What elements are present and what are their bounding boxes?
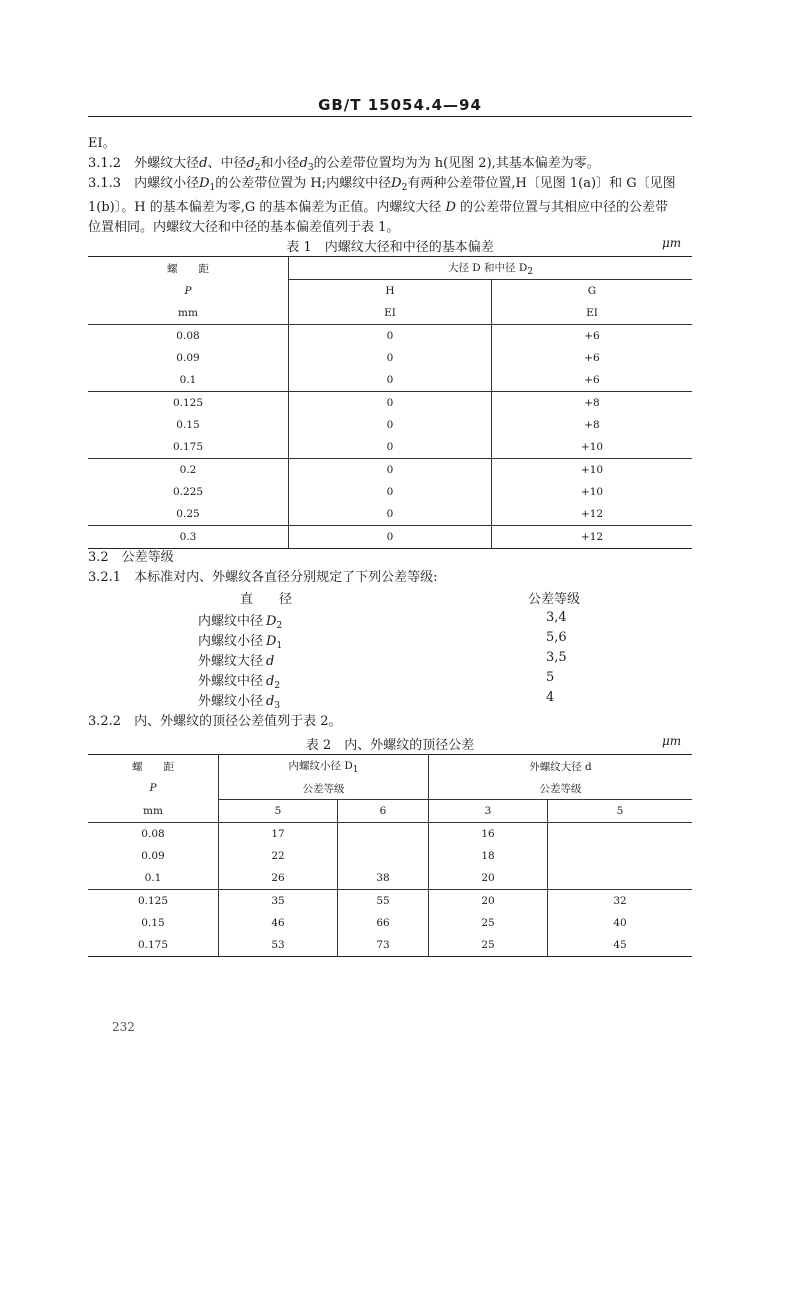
t1-h-cell: 0 [289, 436, 492, 459]
t1-g-cell: +6 [492, 347, 693, 369]
t1-pitch-cell: 0.2 [179, 464, 197, 476]
t2-int5-cell: 53 [219, 934, 338, 957]
page-number: 232 [112, 1020, 135, 1034]
t2-pitch-sym: P [149, 782, 157, 795]
t2-ext5-cell [548, 867, 693, 890]
table-row [88, 481, 692, 503]
t1-pitch-cell: 0.08 [176, 330, 200, 342]
t2-ext5-cell: 45 [548, 934, 693, 957]
t2-int6-cell [338, 845, 429, 867]
t1-pitch-cell: 0.09 [176, 352, 200, 364]
t2-pitch-head: 螺 距 [132, 760, 174, 773]
table1 [88, 256, 692, 549]
t1-pitch-sym: P [184, 284, 192, 297]
t1-g-cell: +8 [492, 414, 693, 436]
t1-pitch-cell: 0.125 [172, 397, 204, 409]
t2-int-grade: 公差等级 [219, 777, 429, 800]
t2-sub-col: 6 [338, 800, 429, 823]
t2-ext-grade: 公差等级 [429, 777, 693, 800]
table-row [88, 503, 692, 526]
table-row [88, 459, 692, 482]
grade-value: 5,6 [546, 630, 567, 645]
clause-3-1-3: 3.1.3 内螺纹小径$D_1$的公差带位置为 H;内螺纹中径$D_2$有两种公差带位置,H〔见图 1(a)〕和 G〔见图 1(b)〕。H 的基本偏差为零,G 的基本偏差为正值。内螺纹大径 D 的公差带位置与其相应中径的公差带 位置相同。内螺纹大径和中径的基本偏差值列于表 1。 [88, 176, 676, 235]
grade-diameter-name: 内螺纹小径 $D_1$ [198, 634, 283, 651]
grade-diameter-name: 外螺纹中径 $d_2$ [198, 674, 281, 691]
t2-int5-cell: 22 [219, 845, 338, 867]
t2-ext5-cell: 32 [548, 890, 693, 913]
t2-int5-cell: 26 [219, 867, 338, 890]
t2-int5-cell: 46 [219, 912, 338, 934]
t1-col-g: G [492, 280, 693, 303]
t2-pitch-cell: 0.125 [137, 895, 169, 907]
t2-ext3-cell: 25 [429, 912, 548, 934]
t1-g-cell: +10 [492, 481, 693, 503]
t1-h-cell: 0 [289, 347, 492, 369]
table-row [88, 890, 692, 913]
t1-pitch-unit: mm [178, 307, 198, 319]
t2-pitch-cell: 0.09 [141, 850, 165, 862]
t1-pitch-cell: 0.15 [176, 419, 200, 431]
t1-h-cell: 0 [289, 526, 492, 549]
header-rule [88, 116, 692, 117]
t2-pitch-cell: 0.08 [141, 828, 165, 840]
t2-sub-col: 5 [219, 800, 338, 823]
t2-ext3-cell: 18 [429, 845, 548, 867]
grade-value: 4 [546, 690, 555, 705]
t1-g-cell: +6 [492, 325, 693, 348]
table-row [88, 325, 692, 348]
table2-unit: μm [662, 734, 682, 748]
t1-g-cell: +12 [492, 503, 693, 526]
t2-int5-cell: 17 [219, 823, 338, 846]
t1-g-cell: +12 [492, 526, 693, 549]
grade-value: 3,5 [546, 650, 567, 665]
table-row [88, 912, 692, 934]
t2-ext5-cell [548, 845, 693, 867]
t1-group-head: 大径 D 和中径 D2 [289, 257, 693, 280]
t2-sub-col: 3 [429, 800, 548, 823]
t2-pitch-cell: 0.1 [144, 872, 162, 884]
table-row [88, 823, 692, 846]
t1-pitch-head: 螺 距 [167, 262, 209, 275]
grade-value: 5 [546, 670, 555, 685]
table-row [88, 436, 692, 459]
table-row [88, 347, 692, 369]
t2-ext5-cell [548, 823, 693, 846]
t2-int6-cell: 73 [338, 934, 429, 957]
t1-col-h: H [289, 280, 492, 303]
section-3-2: 3.2 公差等级 [88, 550, 174, 565]
t1-ei-g: EI [492, 302, 693, 325]
t2-pitch-cell: 0.175 [137, 939, 169, 951]
t1-g-cell: +8 [492, 392, 693, 415]
clause-3-1-2: 3.1.2 外螺纹大径d、中径$d_2$和小径$d_3$的公差带位置均为为 h(见图 2),其基本偏差为零。 [88, 156, 600, 173]
t1-pitch-cell: 0.25 [176, 508, 200, 520]
grade-diameter-name: 内螺纹中径 $D_2$ [198, 614, 283, 631]
t1-h-cell: 0 [289, 392, 492, 415]
table-row [88, 369, 692, 392]
t2-pitch-unit: mm [143, 804, 163, 817]
t1-pitch-cell: 0.1 [179, 374, 197, 386]
clause-3-2-2: 3.2.2 内、外螺纹的顶径公差值列于表 2。 [88, 714, 342, 729]
t2-sub-col: 5 [548, 800, 693, 823]
grade-value: 3,4 [546, 610, 567, 625]
t1-h-cell: 0 [289, 503, 492, 526]
table-row [88, 392, 692, 415]
t2-int6-cell [338, 823, 429, 846]
t1-h-cell: 0 [289, 325, 492, 348]
t1-ei-h: EI [289, 302, 492, 325]
grade-diameter-name: 外螺纹大径 d [198, 654, 275, 669]
table2-caption: 表 2 内、外螺纹的顶径公差 [305, 738, 475, 753]
t2-ext3-cell: 25 [429, 934, 548, 957]
t1-g-cell: +10 [492, 459, 693, 482]
grade-diameter-name: 外螺纹小径 $d_3$ [198, 694, 281, 711]
t2-int-head: 内螺纹小径 D1 [219, 755, 429, 778]
para-ei: EI。 [88, 136, 116, 151]
t2-ext5-cell: 40 [548, 912, 693, 934]
t2-pitch-cell: 0.15 [141, 917, 165, 929]
t1-pitch-cell: 0.225 [172, 486, 204, 498]
table-row [88, 867, 692, 890]
t2-ext3-cell: 20 [429, 890, 548, 913]
t2-int5-cell: 35 [219, 890, 338, 913]
t2-int6-cell: 38 [338, 867, 429, 890]
t2-ext3-cell: 16 [429, 823, 548, 846]
t1-h-cell: 0 [289, 481, 492, 503]
table2 [88, 754, 692, 957]
t1-h-cell: 0 [289, 369, 492, 392]
table1-caption: 表 1 内螺纹大径和中径的基本偏差 [286, 240, 494, 255]
t1-h-cell: 0 [289, 414, 492, 436]
page-header: GB/T 15054.4—94 [318, 96, 482, 114]
t2-int6-cell: 66 [338, 912, 429, 934]
grades-head-diameter: 直 径 [240, 592, 293, 607]
t1-pitch-cell: 0.175 [172, 441, 204, 453]
table1-unit: μm [662, 236, 682, 250]
t2-ext3-cell: 20 [429, 867, 548, 890]
t1-h-cell: 0 [289, 459, 492, 482]
t2-int6-cell: 55 [338, 890, 429, 913]
table-row [88, 934, 692, 957]
table-row [88, 526, 692, 549]
t1-g-cell: +10 [492, 436, 693, 459]
table-row [88, 414, 692, 436]
table-row [88, 845, 692, 867]
grades-head-grade: 公差等级 [528, 592, 581, 607]
t1-g-cell: +6 [492, 369, 693, 392]
t2-ext-head: 外螺纹大径 d [429, 755, 693, 778]
clause-3-2-1: 3.2.1 本标准对内、外螺纹各直径分别规定了下列公差等级: [88, 570, 438, 585]
t1-pitch-cell: 0.3 [179, 531, 197, 543]
